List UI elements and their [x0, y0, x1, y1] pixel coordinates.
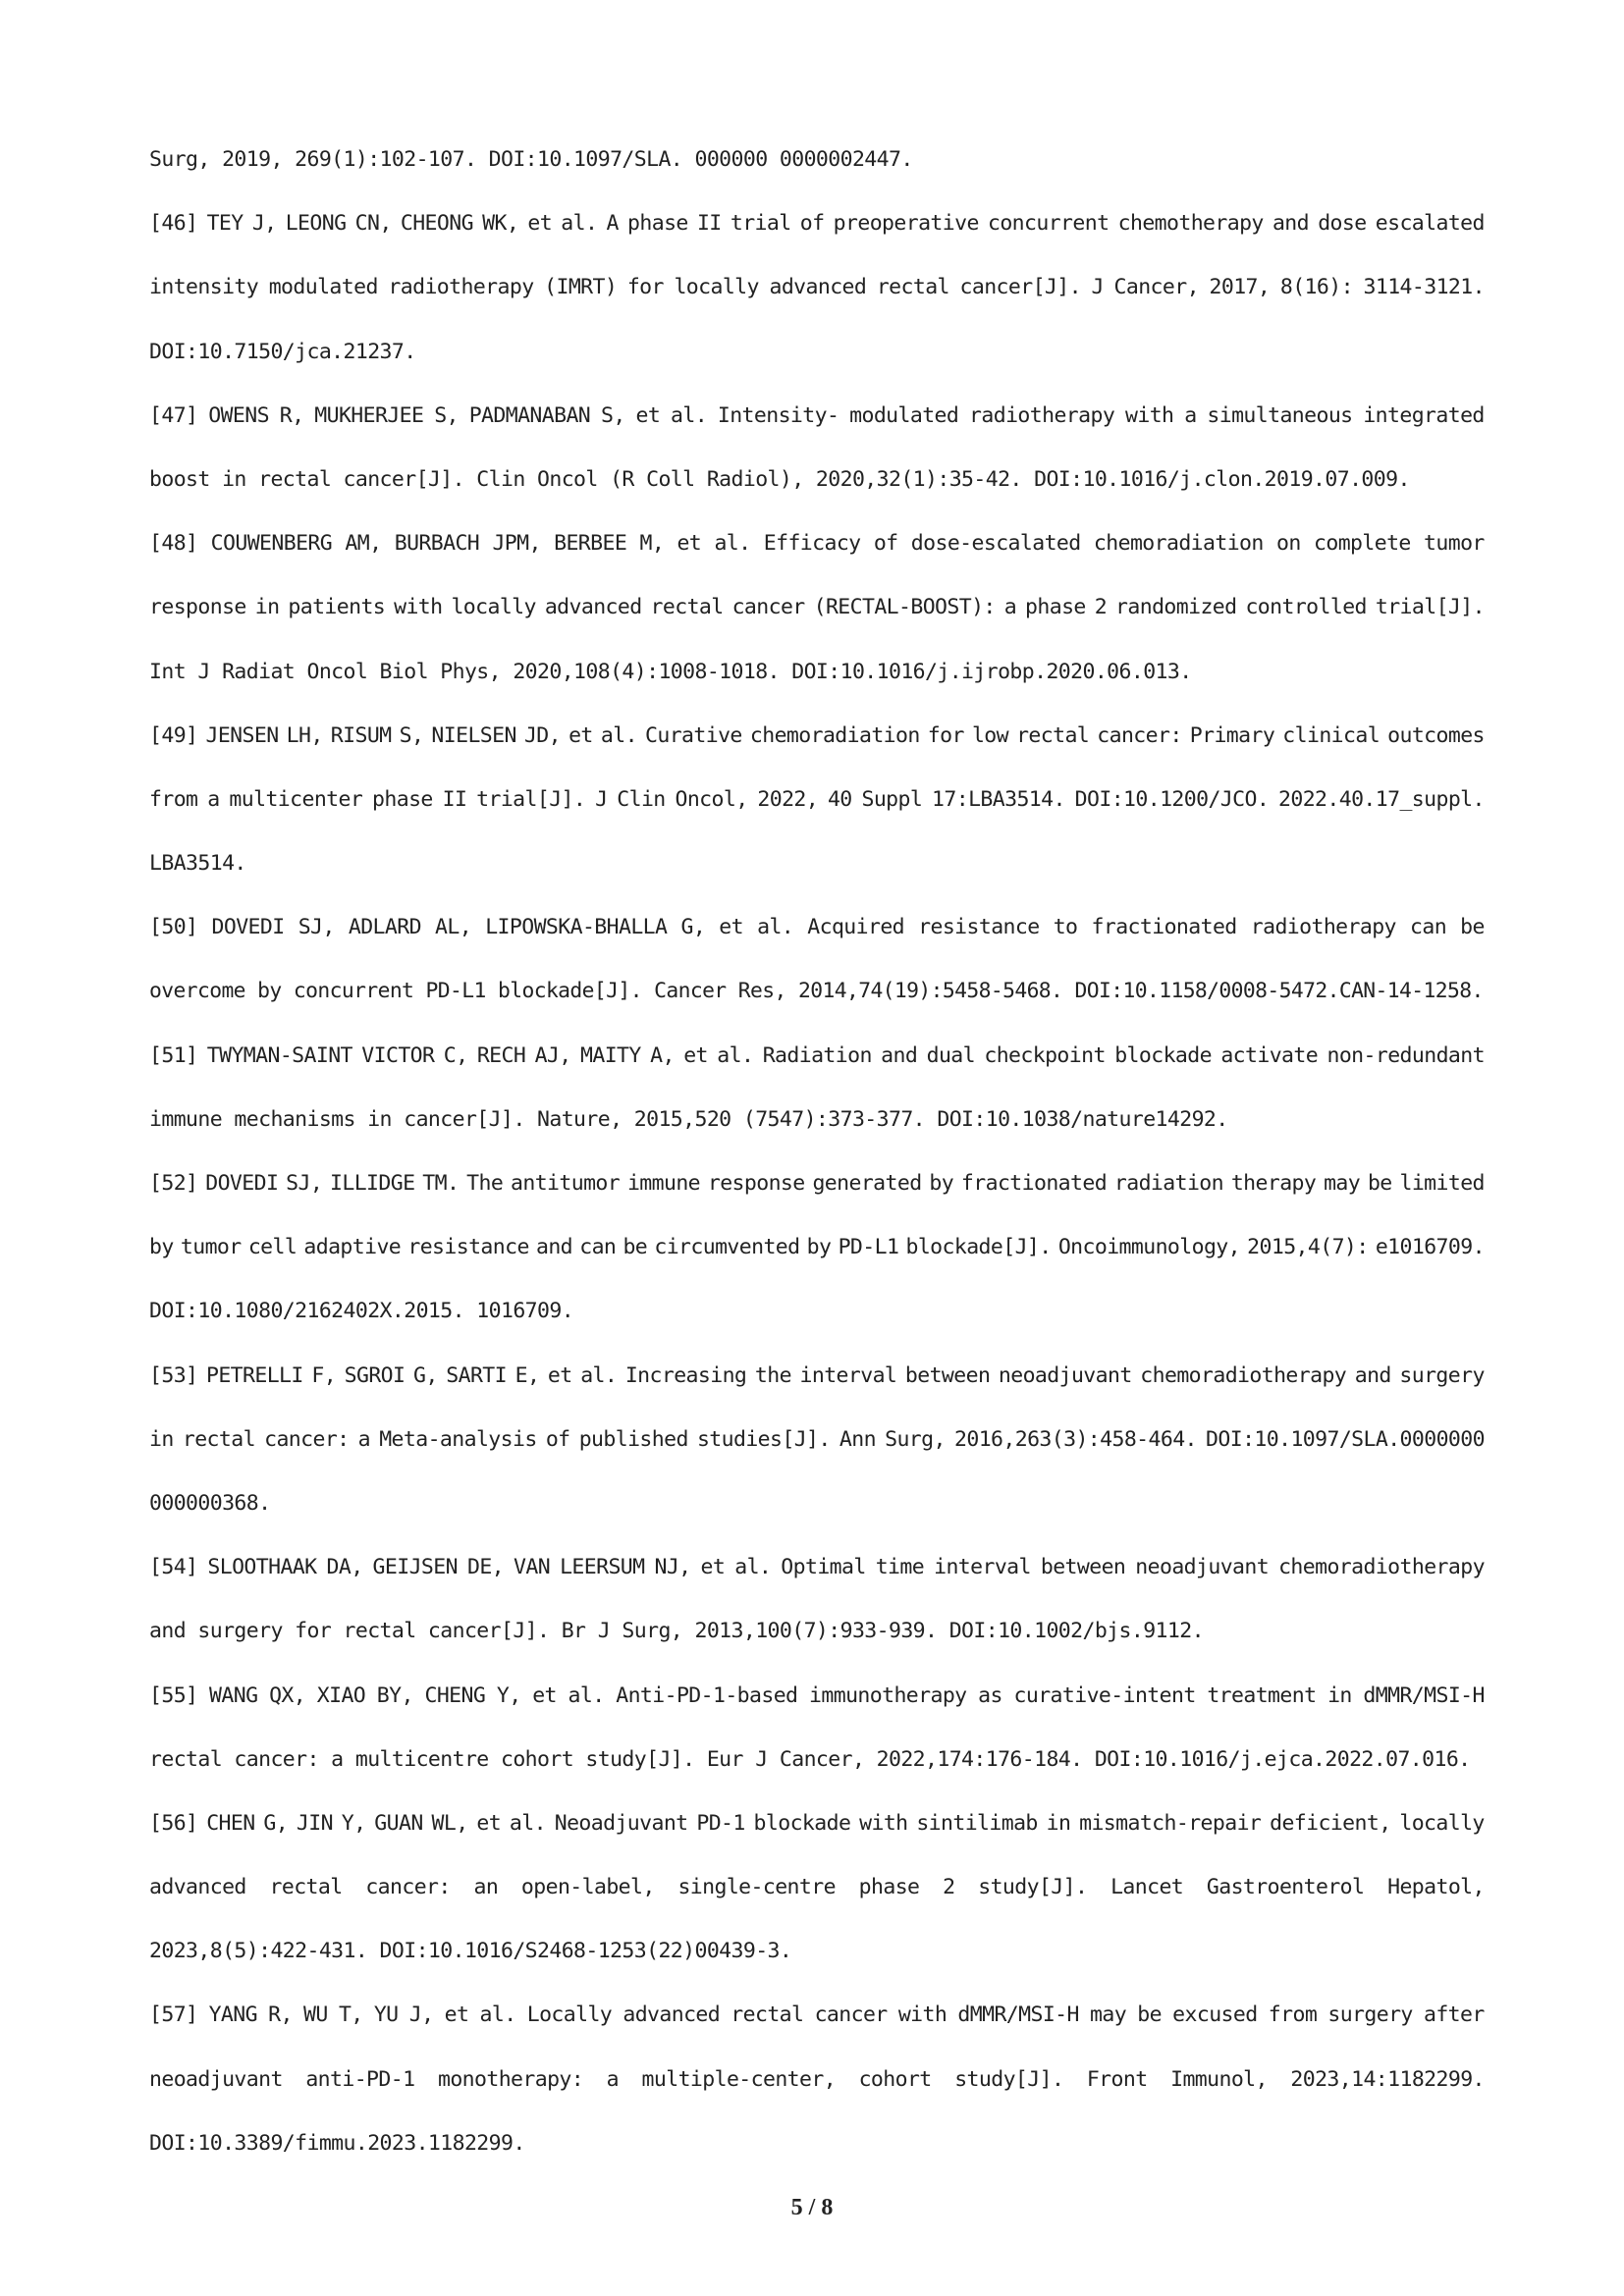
reference-line: Surg, 2019, 269(1):102-107. DOI:10.1097/SLA. 000000 0000002447. [149, 147, 913, 172]
reference-line: neoadjuvant anti-PD-1 monotherapy: a multiple-center, cohort study[J]. Front Immunol, 2023,14:1182299. [149, 2066, 1485, 2092]
reference-line: LBA3514. [149, 851, 246, 877]
reference-line: [54] SLOOTHAAK DA, GEIJSEN DE, VAN LEERSUM NJ, et al. Optimal time interval between neoadjuvant chemoradiotherapy [149, 1555, 1485, 1580]
reference-entry-55 [149, 1679, 1485, 1806]
reference-line: in rectal cancer: a Meta-analysis of published studies[J]. Ann Surg, 2016,263(3):458-464. DOI:10.1097/SLA.0000000 [149, 1426, 1485, 1452]
reference-line: advanced rectal cancer: an open-label, single-centre phase 2 study[J]. Lancet Gastroenterol Hepatol, [149, 1875, 1485, 1900]
reference-line: [53] PETRELLI F, SGROI G, SARTI E, et al. Increasing the interval between neoadjuvant chemoradiotherapy and surgery [149, 1362, 1485, 1388]
reference-line: immune mechanisms in cancer[J]. Nature, 2015,520 (7547):373-377. DOI:10.1038/nature14292. [149, 1106, 1228, 1132]
reference-entry-56 [149, 1806, 1485, 1999]
reference-line: Int J Radiat Oncol Biol Phys, 2020,108(4):1008-1018. DOI:10.1016/j.ijrobp.2020.06.013. [149, 659, 1192, 684]
reference-entry-53 [149, 1359, 1485, 1551]
reference-line: [47] OWENS R, MUKHERJEE S, PADMANABAN S, et al. Intensity- modulated radiotherapy with a simultaneous integrated [149, 402, 1485, 428]
reference-entry-54 [149, 1550, 1485, 1678]
reference-line: DOI:10.7150/jca.21237. [149, 339, 416, 364]
reference-entry-48 [149, 526, 1485, 719]
reference-line: boost in rectal cancer[J]. Clin Oncol (R Coll Radiol), 2020,32(1):35-42. DOI:10.1016/j.clon.2019.07.009. [149, 466, 1410, 492]
reference-line: [57] YANG R, WU T, YU J, et al. Locally advanced rectal cancer with dMMR/MSI-H may be excused from surgery after [149, 2002, 1485, 2028]
reference-line: response in patients with locally advanced rectal cancer (RECTAL-BOOST): a phase 2 randomized controlled trial[J]. [149, 595, 1485, 620]
reference-entry-50 [149, 910, 1485, 1038]
reference-line: 2023,8(5):422-431. DOI:10.1016/S2468-1253(22)00439-3. [149, 1939, 792, 1964]
reference-line: and surgery for rectal cancer[J]. Br J Surg, 2013,100(7):933-939. DOI:10.1002/bjs.9112. [149, 1619, 1204, 1644]
reference-line: DOI:10.3389/fimmu.2023.1182299. [149, 2130, 525, 2156]
reference-line: [56] CHEN G, JIN Y, GUAN WL, et al. Neoadjuvant PD-1 blockade with sintilimab in mismatch-repair deficient, locally [149, 1810, 1485, 1836]
reference-line: [51] TWYMAN-SAINT VICTOR C, RECH AJ, MAITY A, et al. Radiation and dual checkpoint blockade activate non-redundant [149, 1042, 1485, 1068]
reference-line: by tumor cell adaptive resistance and can be circumvented by PD-L1 blockade[J]. Oncoimmunology, 2015,4(7): e1016709. [149, 1235, 1485, 1260]
reference-line: intensity modulated radiotherapy (IMRT) for locally advanced rectal cancer[J]. J Cancer, 2017, 8(16): 3114-3121. [149, 275, 1485, 300]
reference-line: [55] WANG QX, XIAO BY, CHENG Y, et al. Anti-PD-1-based immunotherapy as curative-intent treatment in dMMR/MSI-H [149, 1682, 1485, 1708]
reference-line: [49] JENSEN LH, RISUM S, NIELSEN JD, et al. Curative chemoradiation for low rectal cancer: Primary clinical outcomes [149, 722, 1485, 748]
reference-line: from a multicenter phase II trial[J]. J Clin Oncol, 2022, 40 Suppl 17:LBA3514. DOI:10.1200/JCO. 2022.40.17_suppl. [149, 786, 1485, 812]
reference-line: [52] DOVEDI SJ, ILLIDGE TM. The antitumor immune response generated by fractionated radiation therapy may be limited [149, 1171, 1485, 1196]
reference-entry-51 [149, 1039, 1485, 1166]
reference-line: rectal cancer: a multicentre cohort study[J]. Eur J Cancer, 2022,174:176-184. DOI:10.1016/j.ejca.2022.07.016. [149, 1746, 1471, 1772]
reference-line: overcome by concurrent PD-L1 blockade[J]. Cancer Res, 2014,74(19):5458-5468. DOI:10.1158/0008-5472.CAN-14-1258. [149, 979, 1484, 1004]
reference-line: [48] COUWENBERG AM, BURBACH JPM, BERBEE M, et al. Efficacy of dose-escalated chemoradiation on complete tumor [149, 531, 1485, 557]
reference-entry-47 [149, 399, 1485, 526]
reference-line: [50] DOVEDI SJ, ADLARD AL, LIPOWSKA-BHALLA G, et al. Acquired resistance to fractionated radiotherapy can be [149, 915, 1485, 940]
reference-entry-46 [149, 206, 1485, 399]
page-number: 5 / 8 [790, 2195, 834, 2220]
reference-entry-52 [149, 1166, 1485, 1359]
reference-line: DOI:10.1080/2162402X.2015. 1016709. [149, 1299, 574, 1324]
reference-list [149, 142, 1485, 2190]
reference-line: [46] TEY J, LEONG CN, CHEONG WK, et al. A phase II trial of preoperative concurrent chemotherapy and dose escalated [149, 211, 1485, 237]
reference-entry-49 [149, 719, 1485, 911]
reference-entry-57 [149, 1998, 1485, 2190]
reference-line: 000000368. [149, 1490, 271, 1516]
reference-entry-cont [149, 142, 1485, 206]
